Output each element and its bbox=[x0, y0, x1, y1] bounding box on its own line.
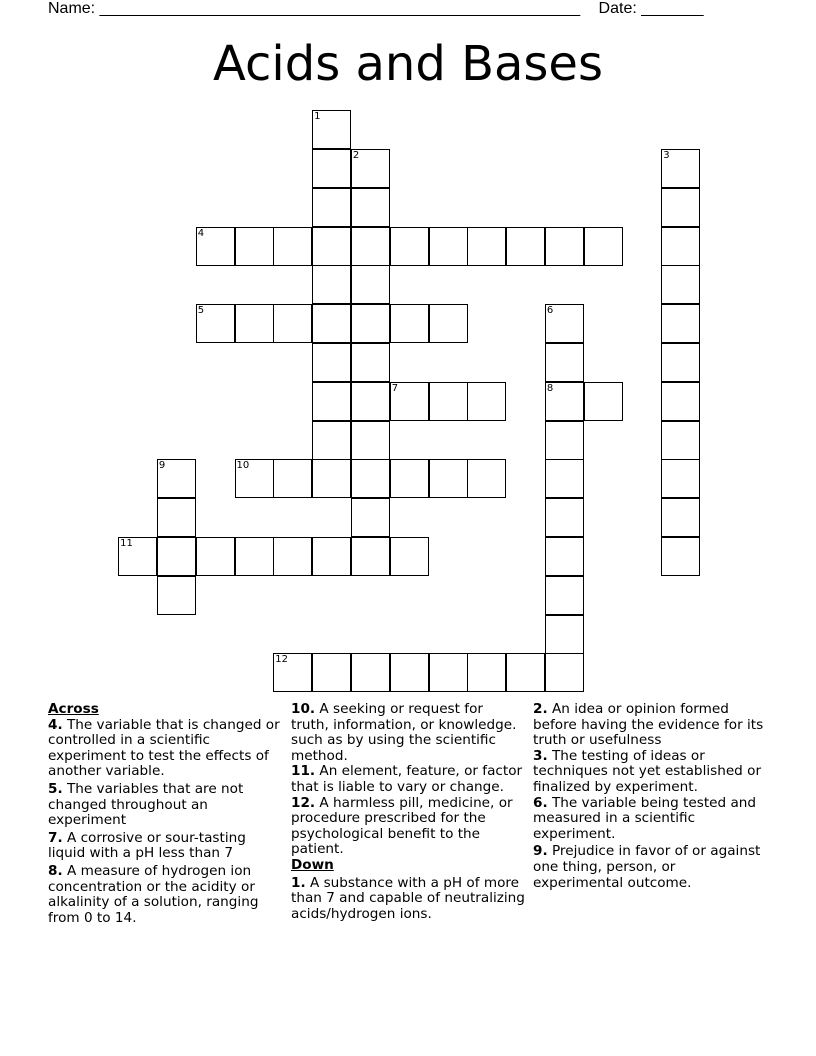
name-line[interactable]: ______________________________________________________ bbox=[99, 0, 581, 17]
grid-cell[interactable] bbox=[545, 304, 584, 343]
grid-cell[interactable] bbox=[351, 459, 390, 498]
down-heading: Down bbox=[291, 856, 334, 873]
grid-cell[interactable] bbox=[661, 265, 700, 304]
grid-cell[interactable] bbox=[429, 459, 468, 498]
grid-cell[interactable] bbox=[157, 459, 196, 498]
grid-cell[interactable] bbox=[312, 149, 351, 188]
grid-cell[interactable] bbox=[312, 421, 351, 460]
clues-column-2 bbox=[291, 702, 525, 922]
grid-cell[interactable] bbox=[312, 459, 351, 498]
grid-cell[interactable] bbox=[661, 459, 700, 498]
grid-cell[interactable] bbox=[351, 149, 390, 188]
clue-number: 12 bbox=[275, 654, 289, 666]
grid-cell[interactable] bbox=[390, 382, 429, 421]
grid-cell[interactable] bbox=[273, 304, 312, 343]
grid-cell[interactable] bbox=[467, 382, 506, 421]
clue-down-3: 3. The testing of ideas or techniques not yet established or finalized by experiment. bbox=[533, 747, 762, 795]
clue-across-10: 10. A seeking or request for truth, information, or knowledge. such as by using the scientific method. bbox=[291, 701, 517, 764]
grid-cell[interactable] bbox=[467, 653, 506, 692]
grid-cell[interactable] bbox=[351, 382, 390, 421]
grid-cell[interactable] bbox=[390, 537, 429, 576]
grid-cell[interactable] bbox=[351, 421, 390, 460]
clues-column-1 bbox=[48, 702, 284, 926]
clue-number: 3 bbox=[663, 149, 670, 161]
grid-cell[interactable] bbox=[545, 576, 584, 615]
grid-cell[interactable] bbox=[661, 382, 700, 421]
grid-cell[interactable] bbox=[661, 498, 700, 537]
grid-cell[interactable] bbox=[351, 537, 390, 576]
clue-number: 9 bbox=[158, 460, 166, 472]
grid-cell[interactable] bbox=[118, 537, 157, 576]
clue-down-1: 1. A substance with a pH of more than 7 and capable of neutralizing acids/hydrogen ions. bbox=[291, 874, 525, 922]
clue-across-4: 4. The variable that is changed or controlled in a scientific experiment to test the effects of another variable. bbox=[48, 716, 280, 780]
clue-number: 5 bbox=[197, 305, 205, 317]
grid-cell[interactable] bbox=[467, 227, 506, 266]
grid-cell[interactable] bbox=[390, 653, 429, 692]
grid-cell[interactable] bbox=[390, 459, 429, 498]
grid-cell[interactable] bbox=[273, 459, 312, 498]
grid-cell[interactable] bbox=[196, 227, 235, 266]
grid-cell[interactable] bbox=[661, 304, 700, 343]
grid-cell[interactable] bbox=[312, 653, 351, 692]
grid-cell[interactable] bbox=[661, 227, 700, 266]
grid-cell[interactable] bbox=[235, 537, 274, 576]
grid-cell[interactable] bbox=[157, 537, 196, 576]
name-label: Name: bbox=[48, 0, 96, 17]
grid-cell[interactable] bbox=[312, 227, 351, 266]
grid-cell[interactable] bbox=[584, 382, 623, 421]
grid-cell[interactable] bbox=[545, 227, 584, 266]
clue-number: 4 bbox=[197, 227, 205, 239]
date-label: Date: bbox=[598, 0, 637, 17]
grid-cell[interactable] bbox=[545, 459, 584, 498]
grid-cell[interactable] bbox=[584, 227, 623, 266]
grid-cell[interactable] bbox=[390, 227, 429, 266]
grid-cell[interactable] bbox=[545, 615, 584, 654]
grid-cell[interactable] bbox=[506, 653, 545, 692]
grid-cell[interactable] bbox=[312, 188, 351, 227]
grid-cell[interactable] bbox=[273, 653, 312, 692]
clue-across-12: 12. A harmless pill, medicine, or procedure prescribed for the psychological benefit to the patient. bbox=[291, 794, 513, 858]
clues-column-3 bbox=[533, 702, 765, 891]
grid-cell[interactable] bbox=[545, 498, 584, 537]
grid-cell[interactable] bbox=[661, 188, 700, 227]
grid-cell[interactable] bbox=[157, 498, 196, 537]
grid-cell[interactable] bbox=[312, 537, 351, 576]
clue-across-11: 11. An element, feature, or factor that is liable to vary or change. bbox=[291, 763, 523, 795]
across-heading: Across bbox=[48, 701, 99, 717]
grid-cell[interactable] bbox=[196, 537, 235, 576]
date-line[interactable]: _______ bbox=[641, 0, 704, 17]
grid-cell[interactable] bbox=[312, 343, 351, 382]
clue-across-7: 7. A corrosive or sour-tasting liquid with a pH less than 7 bbox=[48, 829, 246, 862]
grid-cell[interactable] bbox=[506, 227, 545, 266]
page-title: Acids and Bases bbox=[213, 36, 603, 92]
clue-across-5: 5. The variables that are not changed throughout an experiment bbox=[48, 780, 244, 829]
grid-cell[interactable] bbox=[312, 304, 351, 343]
grid-cell[interactable] bbox=[661, 421, 700, 460]
clue-down-2: 2. An idea or opinion formed before having the evidence for its truth or usefulness bbox=[533, 701, 764, 749]
grid-cell[interactable] bbox=[351, 188, 390, 227]
grid-cell[interactable] bbox=[429, 304, 468, 343]
grid-cell[interactable] bbox=[467, 459, 506, 498]
grid-cell[interactable] bbox=[157, 576, 196, 615]
grid-cell[interactable] bbox=[351, 304, 390, 343]
grid-cell[interactable] bbox=[429, 382, 468, 421]
grid-cell[interactable] bbox=[429, 653, 468, 692]
clue-number: 6 bbox=[546, 305, 554, 317]
grid-cell[interactable] bbox=[351, 653, 390, 692]
clue-down-9: 9. Prejudice in favor of or against one thing, person, or experimental outcome. bbox=[533, 843, 761, 891]
grid-cell[interactable] bbox=[312, 265, 351, 304]
clue-number: 11 bbox=[120, 537, 133, 549]
clue-down-6: 6. The variable being tested and measured in a scientific experiment. bbox=[533, 794, 757, 842]
grid-cell[interactable] bbox=[545, 653, 584, 692]
grid-cell[interactable] bbox=[351, 343, 390, 382]
grid-cell[interactable] bbox=[351, 227, 390, 266]
grid-cell[interactable] bbox=[312, 382, 351, 421]
grid-cell[interactable] bbox=[196, 304, 235, 343]
grid-cell[interactable] bbox=[273, 227, 312, 266]
grid-cell[interactable] bbox=[235, 459, 274, 498]
grid-cell[interactable] bbox=[545, 343, 584, 382]
grid-cell[interactable] bbox=[545, 537, 584, 576]
clue-number: 10 bbox=[236, 460, 250, 472]
grid-cell[interactable] bbox=[351, 498, 390, 537]
grid-cell[interactable] bbox=[273, 537, 312, 576]
grid-cell[interactable] bbox=[545, 421, 584, 460]
clue-number: 1 bbox=[314, 111, 321, 123]
grid-cell[interactable] bbox=[661, 343, 700, 382]
grid-cell[interactable] bbox=[312, 110, 351, 149]
grid-cell[interactable] bbox=[390, 304, 429, 343]
grid-cell[interactable] bbox=[235, 227, 274, 266]
grid-cell[interactable] bbox=[661, 537, 700, 576]
grid-cell[interactable] bbox=[429, 227, 468, 266]
clue-number: 2 bbox=[352, 149, 360, 161]
grid-cell[interactable] bbox=[661, 149, 700, 188]
grid-cell[interactable] bbox=[235, 304, 274, 343]
clue-across-8: 8. A measure of hydrogen ion concentration or the acidity or alkalinity of a solution, ranging from 0 to 14. bbox=[48, 862, 259, 926]
clue-number: 7 bbox=[391, 382, 399, 394]
clue-number: 8 bbox=[546, 382, 554, 394]
grid-cell[interactable] bbox=[545, 382, 584, 421]
grid-cell[interactable] bbox=[351, 265, 390, 304]
